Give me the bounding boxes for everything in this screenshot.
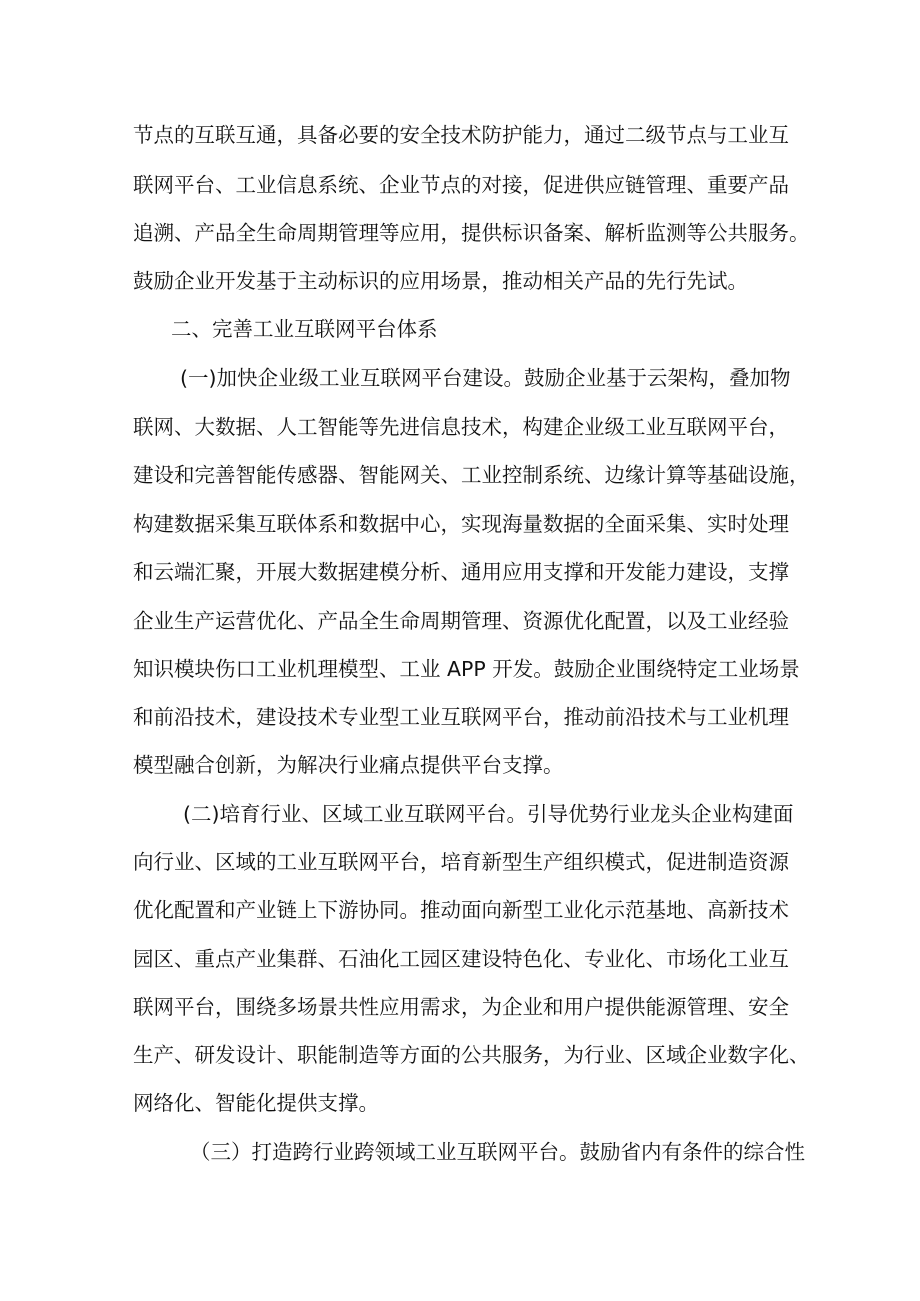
body-text-line: 园区、重点产业集群、石油化工园区建设特色化、专业化、市场化工业互: [133, 947, 789, 971]
body-text-line: 节点的互联互通，具备必要的安全技术防护能力，通过二级节点与工业互: [133, 123, 789, 147]
body-text-line: 追溯、产品全生命周期管理等应用，提供标识备案、解析监测等公共服务。: [133, 221, 810, 245]
body-text-line: 联网平台，围绕多场景共性应用需求，为企业和用户提供能源管理、安全: [133, 995, 789, 1019]
body-text-line: 联网、大数据、人工智能等先进信息技术，构建企业级工业互联网平台，: [133, 415, 789, 439]
body-text-line: 建设和完善智能传感器、智能网关、工业控制系统、边缘计算等基础设施，: [133, 463, 810, 487]
body-text-line: 企业生产运营优化、产品全生命周期管理、资源优化配置，以及工业经验: [133, 609, 789, 633]
body-text-line: 优化配置和产业链上下游协同。推动面向新型工业化示范基地、高新技术: [133, 898, 789, 922]
body-text-line: 向行业、区域的工业互联网平台，培育新型生产组织模式，促进制造资源: [133, 850, 789, 874]
body-text-line: 联网平台、工业信息系统、企业节点的对接，促进供应链管理、重要产品: [133, 173, 789, 197]
body-text-line: 知识模块伤口工业机理模型、工业 APP 开发。鼓励企业围绕特定工业场景: [133, 657, 800, 681]
paragraph-start-line: （三）打造跨行业跨领域工业互联网平台。鼓励省内有条件的综合性: [190, 1140, 805, 1164]
body-text-line: 和云端汇聚，开展大数据建模分析、通用应用支撑和开发能力建设，支撑: [133, 560, 789, 584]
body-text-line: 构建数据采集互联体系和数据中心，实现海量数据的全面采集、实时处理: [133, 512, 789, 536]
body-text-line: 网络化、智能化提供支撑。: [133, 1091, 379, 1115]
paragraph-start-line: (二)培育行业、区域工业互联网平台。引导优势行业龙头企业构建面: [183, 802, 794, 826]
section-heading: 二、完善工业互联网平台体系: [171, 317, 438, 341]
body-text-line: 和前沿技术，建设技术专业型工业互联网平台，推动前沿技术与工业机理: [133, 705, 789, 729]
body-text-line: 生产、研发设计、职能制造等方面的公共服务，为行业、区域企业数字化、: [133, 1043, 810, 1067]
body-text-line: 模型融合创新，为解决行业痛点提供平台支撑。: [133, 753, 564, 777]
paragraph-start-line: (一)加快企业级工业互联网平台建设。鼓励企业基于云架构，叠加物: [180, 366, 791, 390]
body-text-line: 鼓励企业开发基于主动标识的应用场景，推动相关产品的先行先试。: [133, 269, 748, 293]
